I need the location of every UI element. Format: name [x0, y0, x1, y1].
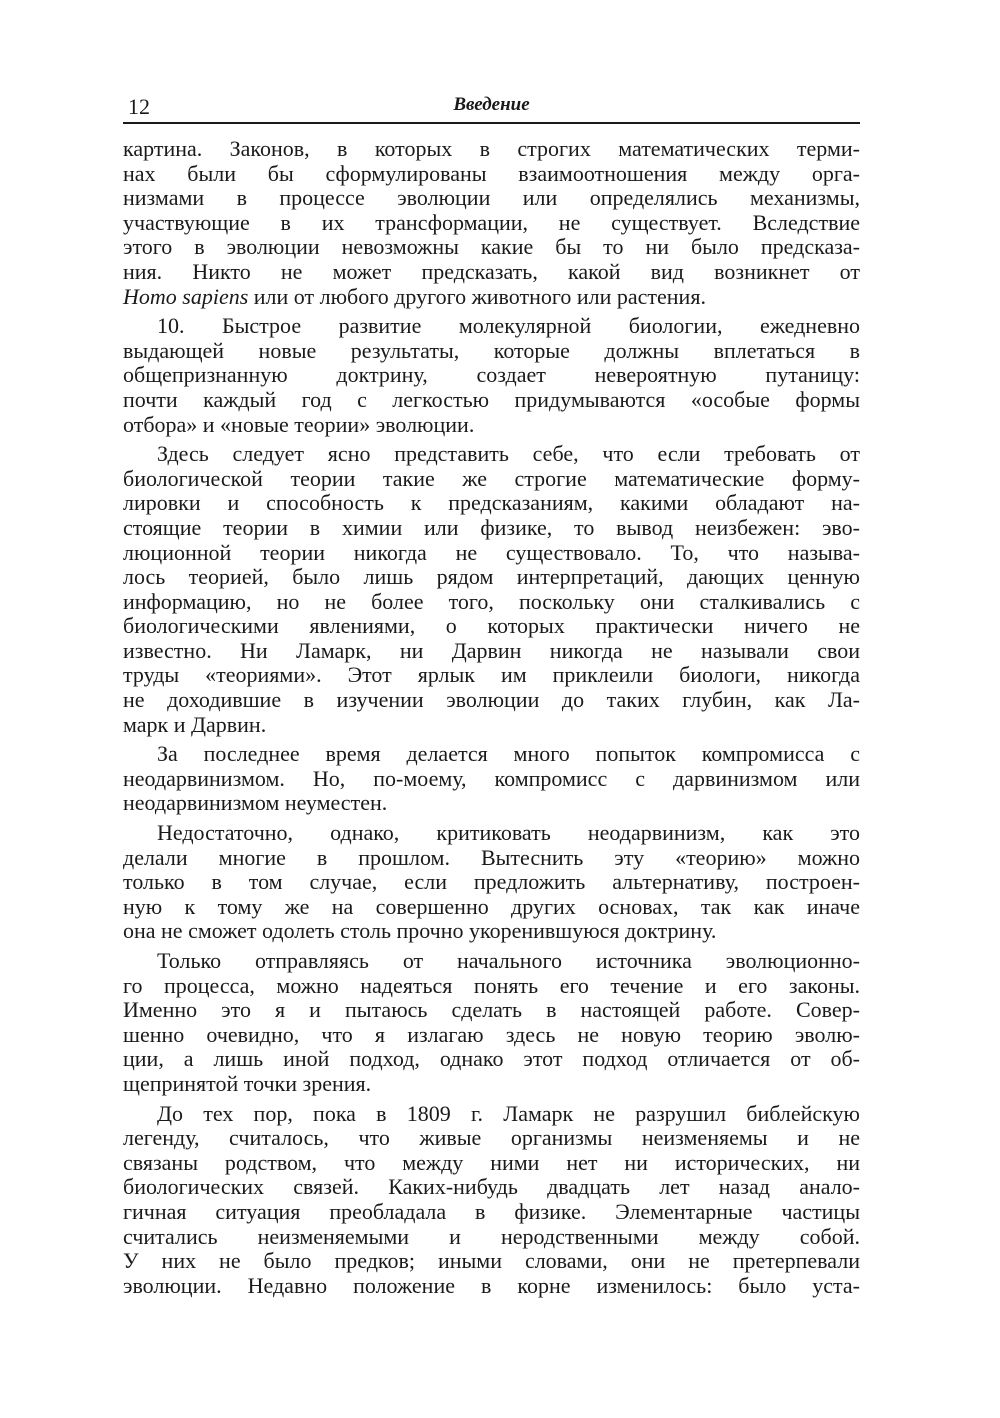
italic-term: Homo sapiens — [123, 283, 249, 309]
text-line: только в том случае, если предложить альтернативу, построен- — [123, 869, 860, 895]
text-line: биологическими явлениями, о которых практически ничего не — [123, 613, 860, 639]
text-line: щепринятой точки зрения. — [123, 1070, 372, 1096]
text-line: эволюции. Недавно положение в корне изменилось: было уста- — [123, 1272, 860, 1298]
text-line: биологических связей. Каких-нибудь двадцать лет назад анало- — [123, 1174, 860, 1200]
text-line: Только отправляясь от начального источника эволюционно- — [157, 948, 860, 973]
text-line: она не сможет одолеть столь прочно укоренившуюся доктрину. — [123, 918, 717, 944]
paragraph — [123, 137, 860, 309]
text-line: почти каждый год с легкостью придумываются «особые формы — [123, 386, 860, 412]
text-line: известно. Ни Ламарк, ни Дарвин никогда не называли свои — [123, 637, 860, 663]
text-line: Homo sapiens или от любого другого животного или растения. — [123, 283, 706, 309]
text-line: У них не было предков; иными словами, они не претерпевали — [123, 1248, 860, 1274]
text-line: стоящие теории в химии или физике, то вывод неизбежен: эво- — [123, 514, 860, 540]
text-line: Недостаточно, однако, критиковать неодарвинизм, как это — [157, 820, 860, 846]
paragraph — [123, 314, 860, 437]
text-line: неодарвинизмом неуместен. — [123, 790, 388, 816]
text-line: люционной теории никогда не существовало. То, что называ- — [123, 539, 860, 565]
text-line: лось теорией, было лишь рядом интерпретаций, дающих ценную — [123, 564, 860, 590]
page-number: 12 — [128, 94, 150, 119]
text-line: За последнее время делается много попыток компромисса с — [157, 741, 860, 767]
text-line: выдающей новые результаты, которые должны вплетаться в — [123, 337, 860, 363]
text-line: Здесь следует ясно представить себе, что если требовать от — [157, 441, 860, 467]
text-line: го процесса, можно надеяться понять его течение и его законы. — [123, 972, 860, 998]
text-line: отбора» и «новые теории» эволюции. — [123, 411, 475, 437]
paragraph — [123, 1102, 860, 1299]
text-line: ции, а лишь иной подход, однако этот подход отличается от об- — [123, 1046, 860, 1072]
text-line: труды «теориями». Этот ярлык им приклеили биологи, никогда — [123, 662, 860, 688]
running-title: Введение — [453, 94, 530, 115]
text-line: информацию, но не более того, поскольку они сталкивались с — [123, 588, 860, 614]
text-line: легенду, считалось, что живые организмы неизменяемы и не — [123, 1125, 860, 1151]
text-line: делали многие в прошлом. Вытеснить эту «теорию» можно — [123, 844, 860, 870]
running-head — [123, 92, 860, 124]
text-line: шенно очевидно, что я излагаю здесь не новую теорию эволю- — [123, 1021, 860, 1047]
paragraph — [123, 442, 860, 737]
text-line: гичная ситуация преобладала в физике. Элементарные частицы — [123, 1198, 860, 1224]
text-line: биологической теории такие же строгие математические форму- — [123, 465, 860, 491]
text-line: 10. Быстрое развитие молекулярной биологии, ежедневно — [157, 313, 860, 339]
paragraph — [123, 821, 860, 944]
book-page — [123, 92, 860, 1298]
paragraph — [123, 949, 860, 1097]
text-line: общепризнанную доктрину, создает невероятную путаницу: — [123, 362, 860, 388]
text-line: неодарвинизмом. Но, по-моему, компромисс с дарвинизмом или — [123, 765, 860, 791]
text-line: низмами в процессе эволюции или определялись механизмы, — [123, 185, 860, 211]
text-line: связаны родством, что между ними нет ни исторических, ни — [123, 1149, 860, 1175]
text-line: лировки и способность к предсказаниям, какими обладают на- — [123, 490, 860, 516]
text-line: Именно это я и пытаюсь сделать в настоящей работе. Совер- — [123, 997, 860, 1023]
body-text — [123, 137, 860, 1298]
text-line: ния. Никто не может предсказать, какой вид возникнет от — [123, 258, 860, 284]
text-line: не доходившие в изучении эволюции до таких глубин, как Ла- — [123, 687, 860, 713]
text-line: картина. Законов, в которых в строгих математических терми- — [123, 136, 860, 161]
text-line: нах были бы сформулированы взаимоотношения между орга- — [123, 160, 860, 186]
paragraph — [123, 742, 860, 816]
text-line: марк и Дарвин. — [123, 711, 267, 737]
text-line: считались неизменяемыми и неродственными между собой. — [123, 1223, 860, 1249]
text-line: участвующие в их трансформации, не существует. Вследствие — [123, 209, 860, 235]
text-line: До тех пор, пока в 1809 г. Ламарк не разрушил библейскую — [157, 1100, 860, 1126]
text-line: этого в эволюции невозможны какие бы то ни было предсказа- — [123, 234, 860, 260]
text-line: ную к тому же на совершенно других основах, так как иначе — [123, 893, 860, 919]
